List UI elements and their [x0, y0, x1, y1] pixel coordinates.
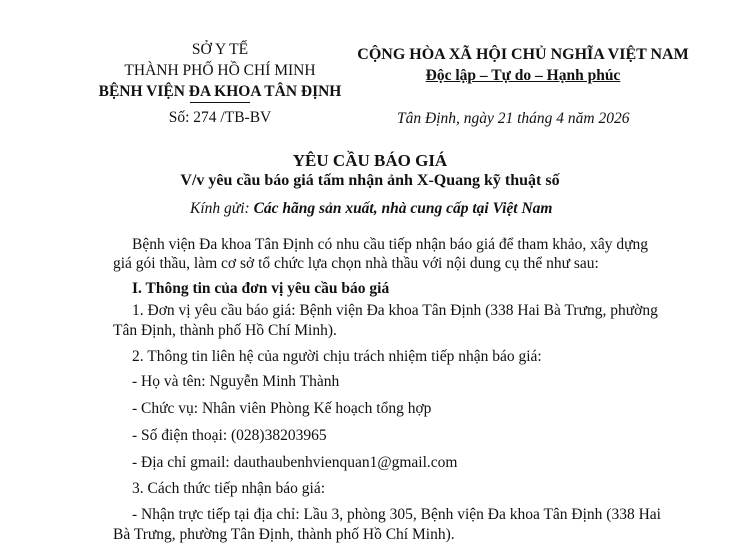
contact-name: - Họ và tên: Nguyễn Minh Thành: [132, 373, 340, 390]
ministry-label: SỞ Y TẾ: [191, 41, 249, 58]
city-label: THÀNH PHỐ HỒ CHÍ MINH: [124, 62, 316, 79]
recipient-line: [190, 200, 552, 218]
item-1-line-2: Tân Định, thành phố Hồ Chí Minh).: [113, 322, 337, 339]
contact-position: - Chức vụ: Nhân viên Phòng Kế hoạch tổng hợp: [132, 400, 432, 417]
direct-delivery-line-2: Bà Trưng, phường Tân Định, thành phố Hồ Chí Minh).: [113, 526, 455, 543]
left-header-rule: [190, 102, 250, 103]
document-number: Số: 274 /TB-BV: [168, 109, 272, 126]
hospital-name: BỆNH VIỆN ĐA KHOA TÂN ĐỊNH: [98, 83, 342, 100]
recipient-label: Kính gửi:: [190, 200, 250, 217]
item-3: 3. Cách thức tiếp nhận báo giá:: [132, 480, 326, 497]
item-1-line-1: 1. Đơn vị yêu cầu báo giá: Bệnh viện Đa khoa Tân Định (338 Hai Bà Trưng, phường: [132, 302, 658, 319]
place-and-date: Tân Định, ngày 21 tháng 4 năm 2026: [397, 110, 630, 127]
document-title: YÊU CẦU BÁO GIÁ: [292, 151, 448, 170]
direct-delivery-line-1: - Nhận trực tiếp tại địa chỉ: Lầu 3, phòng 305, Bệnh viện Đa khoa Tân Định (338 Hai: [132, 506, 661, 523]
contact-phone: - Số điện thoại: (028)38203965: [132, 427, 327, 444]
recipient-name: Các hãng sản xuất, nhà cung cấp tại Việt Nam: [253, 200, 553, 217]
section-heading-1: I. Thông tin của đơn vị yêu cầu báo giá: [132, 280, 390, 297]
intro-paragraph-line-2: giá gói thầu, làm cơ sở tổ chức lựa chọn nhà thầu với nội dung cụ thể như sau:: [113, 255, 599, 272]
intro-paragraph-line-1: Bệnh viện Đa khoa Tân Định có nhu cầu tiếp nhận báo giá để tham khảo, xây dựng: [132, 236, 649, 253]
nation-title: CỘNG HÒA XÃ HỘI CHỦ NGHĨA VIỆT NAM: [357, 46, 689, 63]
document-subject: V/v yêu cầu báo giá tấm nhận ảnh X-Quang kỹ thuật số: [180, 172, 560, 189]
item-2: 2. Thông tin liên hệ của người chịu trách nhiệm tiếp nhận báo giá:: [132, 348, 542, 365]
national-motto: Độc lập – Tự do – Hạnh phúc: [425, 67, 621, 84]
contact-email: - Địa chỉ gmail: dauthaubenhvienquan1@gmail.com: [132, 454, 458, 471]
